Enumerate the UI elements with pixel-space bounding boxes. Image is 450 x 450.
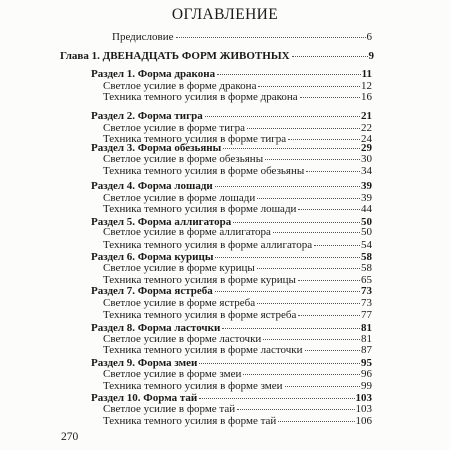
toc-entry-label: Раздел 10. Форма тай [91,392,198,404]
dot-leader [285,386,360,387]
toc-entry-page: 103 [355,392,372,404]
toc-entry [60,50,374,62]
toc-entry [103,368,372,380]
toc-entry-page: 21 [361,110,372,122]
dot-leader [243,374,360,375]
toc-entry-label: Светлое усилие в форме тигра [103,122,246,134]
toc-entry-page: 73 [361,285,372,297]
toc-entry-page: 65 [361,274,372,286]
dot-leader [300,97,360,98]
toc-entry-page: 96 [361,368,372,380]
dot-leader [292,56,368,57]
dot-leader [265,159,360,160]
toc-entry [103,380,372,392]
toc-entry-label: Светлое усилие в форме ласточки [103,333,262,345]
dot-leader [205,116,360,117]
toc-entry [103,226,372,238]
dot-leader [298,209,360,210]
dot-leader [278,421,354,422]
toc-entry-label: Техника темного усилия в форме курицы [103,274,296,286]
toc-entry [103,415,372,427]
toc-entry-label: Раздел 3. Форма обезьяны [91,142,222,154]
toc-entry [103,91,372,103]
toc-entry [103,262,372,274]
dot-leader [258,86,360,87]
page-title: ОГЛАВЛЕНИЕ [171,6,279,23]
toc-entry-label: Раздел 8. Форма ласточки [91,322,221,334]
toc-entry-label: Раздел 1. Форма дракона [91,68,216,80]
dot-leader [199,363,360,364]
toc-entry-label: Раздел 4. Форма лошади [91,180,213,192]
toc-entry-page: 103 [355,403,372,415]
toc-entry [91,110,372,122]
toc-entry-label: Светлое усилие в форме лошади [103,192,256,204]
toc-entry-page: 9 [368,50,374,62]
dot-leader [288,139,360,140]
toc-entry [103,297,372,309]
toc-entry-label: Раздел 7. Форма ястреба [91,285,213,297]
toc-entry-page: 58 [361,262,372,274]
toc-entry [103,403,372,415]
toc-entry-label: Светлое усилие в форме дракона [103,80,257,92]
toc-entry-label: Раздел 9. Форма змеи [91,357,198,369]
dot-leader [263,339,360,340]
toc-entry [112,31,372,43]
toc-entry-page: 16 [361,91,372,103]
toc-entry-label: Техника темного усилия в форме аллигатора [103,239,313,251]
toc-entry-page: 22 [361,122,372,134]
toc-entry [91,285,372,297]
dot-leader [233,222,360,223]
toc-entry [103,344,372,356]
dot-leader [199,398,354,399]
toc-entry-label: Раздел 5. Форма аллигатора [91,216,232,228]
toc-entry-page: 34 [361,165,372,177]
toc-entry-page: 44 [361,203,372,215]
toc-entry-label: Светлое усилие в форме курицы [103,262,255,274]
toc-entry-label: Раздел 6. Форма курицы [91,251,214,263]
toc-entry-page: 6 [366,31,372,43]
toc-entry-label: Предисловие [112,31,174,43]
dot-leader [257,198,360,199]
toc-entry-label: Светлое усилие в форме змеи [103,368,242,380]
toc-entry-page: 39 [361,192,372,204]
dot-leader [306,171,360,172]
toc-entry-label: Техника темного усилия в форме дракона [103,91,298,103]
toc-entry-label: Глава 1. ДВЕНАДЦАТЬ ФОРМ ЖИВОТНЫХ [60,50,290,62]
toc-entry-page: 73 [361,297,372,309]
toc-entry-label: Светлое усилие в форме обезьяны [103,153,264,165]
dot-leader [273,232,360,233]
toc-entry-page: 30 [361,153,372,165]
toc-entry-page: 77 [361,309,372,321]
toc-entry-page: 50 [361,226,372,238]
dot-leader [257,268,360,269]
toc-entry-label: Светлое усилие в форме аллигатора [103,226,271,238]
toc-entry-page: 29 [361,142,372,154]
toc-entry-page: 54 [361,239,372,251]
toc-entry-page: 106 [355,415,372,427]
toc-entry [103,165,372,177]
toc-entry [91,180,372,192]
toc-entry [91,68,372,80]
page-number: 270 [61,431,79,443]
toc-entry-page: 50 [361,216,372,228]
toc-entry-page: 87 [361,344,372,356]
dot-leader [237,409,354,410]
dot-leader [314,245,360,246]
dot-leader [222,328,360,329]
dot-leader [215,257,360,258]
toc-entry-page: 11 [361,68,372,80]
dot-leader [247,128,360,129]
toc-entry-page: 12 [361,80,372,92]
toc-entry-label: Техника темного усилия в форме ястреба [103,309,297,321]
toc-entry-label: Светлое усилие в форме ястреба [103,297,256,309]
dot-leader [217,74,361,75]
toc-entry [103,239,372,251]
toc-entry [103,309,372,321]
dot-leader [215,186,360,187]
toc-entry-label: Раздел 2. Форма тигра [91,110,203,122]
toc-entry-page: 58 [361,251,372,263]
dot-leader [215,291,360,292]
dot-leader [305,350,361,351]
toc-entry [103,203,372,215]
toc-entry-page: 81 [361,322,372,334]
toc-entry-page: 24 [361,133,372,145]
toc-entry-label: Техника темного усилия в форме тигра [103,133,287,145]
toc-entry-label: Светлое усилие в форме тай [103,403,236,415]
toc-entry-page: 81 [361,333,372,345]
toc-entry-page: 39 [361,180,372,192]
toc-entry-page: 99 [361,380,372,392]
dot-leader [298,280,360,281]
toc-entry-page: 95 [361,357,372,369]
toc-entry-label: Техника темного усилия в форме лошади [103,203,297,215]
dot-leader [223,148,360,149]
dot-leader [298,315,360,316]
dot-leader [257,303,360,304]
toc-entry-label: Техника темного усилия в форме ласточки [103,344,303,356]
toc-entry-label: Техника темного усилия в форме змеи [103,380,283,392]
dot-leader [176,37,366,38]
toc-entry-label: Техника темного усилия в форме тай [103,415,277,427]
toc-entry-label: Техника темного усилия в форме обезьяны [103,165,305,177]
toc-entry [103,153,372,165]
